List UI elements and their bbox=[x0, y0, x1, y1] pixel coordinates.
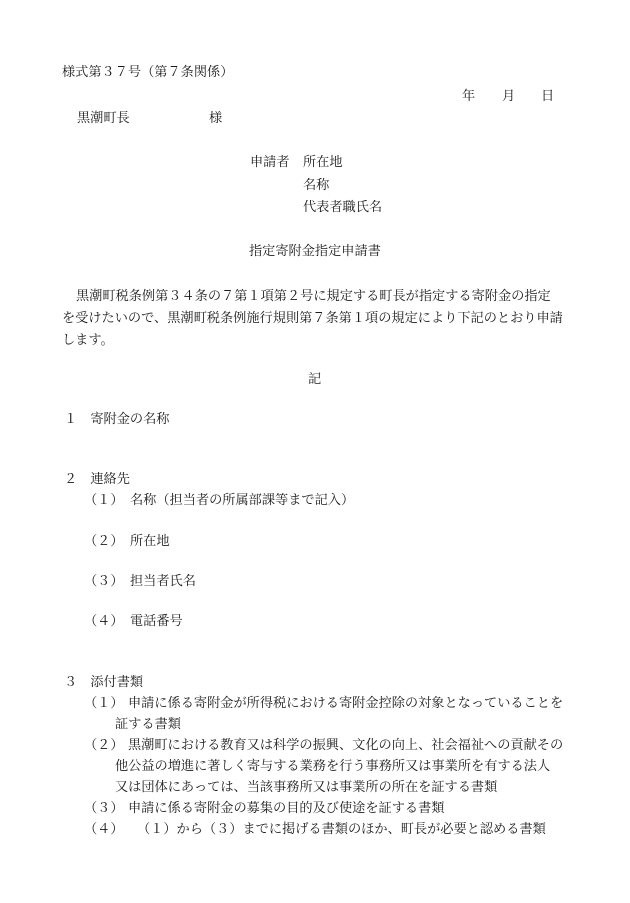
section-3-item-3-num: （３） bbox=[84, 801, 124, 816]
section-3-heading: ３ 添付書類 bbox=[64, 675, 144, 690]
section-3-item-1-line-2: 証する書類 bbox=[115, 717, 181, 732]
section-2-item-3-num: （３） bbox=[84, 574, 124, 589]
body-line-2: を受けたいので、黒潮町税条例施行規則第７条第１項の規定により下記のとおり申請 bbox=[62, 311, 563, 326]
section-3-item-2-line-3: 又は団体にあっては、当該事務所又は事業所の所在を証する書類 bbox=[115, 780, 498, 795]
applicant-address: 所在地 bbox=[303, 155, 343, 170]
section-2-item-1-num: （１） bbox=[84, 493, 124, 508]
applicant-name: 名称 bbox=[303, 178, 330, 193]
applicant-label: 申請者 bbox=[250, 155, 290, 170]
applicant-representative: 代表者職氏名 bbox=[303, 200, 383, 215]
section-2-heading: ２ 連絡先 bbox=[64, 472, 130, 487]
section-2-item-4-num: （４） bbox=[84, 614, 124, 629]
date-month: 月 bbox=[502, 89, 516, 104]
body-line-1: 黒潮町税条例第３４条の７第１項第２号に規定する町長が指定する寄附金の指定 bbox=[76, 289, 551, 304]
section-3-item-2-line-1: 黒潮町における教育又は科学の振興、文化の向上、社会福祉への貢献その bbox=[128, 738, 564, 753]
section-2-item-2-text: 所在地 bbox=[130, 534, 170, 549]
section-1-heading: １ 寄附金の名称 bbox=[64, 412, 170, 427]
section-3-item-2-line-2: 他公益の増進に著しく寄与する業務を行う事務所又は事業所を有する法人 bbox=[115, 759, 551, 774]
date-day: 日 bbox=[541, 89, 555, 104]
section-3-item-1-line-1: 申請に係る寄附金が所得税における寄附金控除の対象となっていることを bbox=[128, 696, 564, 711]
section-3-item-1-num: （１） bbox=[84, 696, 124, 711]
section-3-item-2-num: （２） bbox=[84, 738, 124, 753]
form-number: 様式第３７号（第７条関係） bbox=[62, 65, 234, 80]
section-2-item-4-text: 電話番号 bbox=[130, 614, 183, 629]
ki-marker: 記 bbox=[308, 372, 322, 387]
body-line-3: します。 bbox=[62, 333, 114, 348]
addressee-honorific: 様 bbox=[209, 111, 223, 126]
addressee-title: 黒潮町長 bbox=[77, 111, 130, 126]
document-title: 指定寄附金指定申請書 bbox=[249, 244, 381, 259]
section-2-item-1-text: 名称（担当者の所属部課等まで記入） bbox=[130, 493, 355, 508]
section-2-item-2-num: （２） bbox=[84, 534, 124, 549]
date-year: 年 bbox=[462, 89, 476, 104]
section-3-item-4-num: （４） bbox=[84, 822, 124, 837]
section-3-item-3-line-1: 申請に係る寄附金の募集の目的及び使途を証する書類 bbox=[128, 801, 445, 816]
section-3-item-4-line-1: （１）から（３）までに掲げる書類のほか、町長が必要と認める書類 bbox=[137, 822, 546, 837]
section-2-item-3-text: 担当者氏名 bbox=[130, 574, 196, 589]
